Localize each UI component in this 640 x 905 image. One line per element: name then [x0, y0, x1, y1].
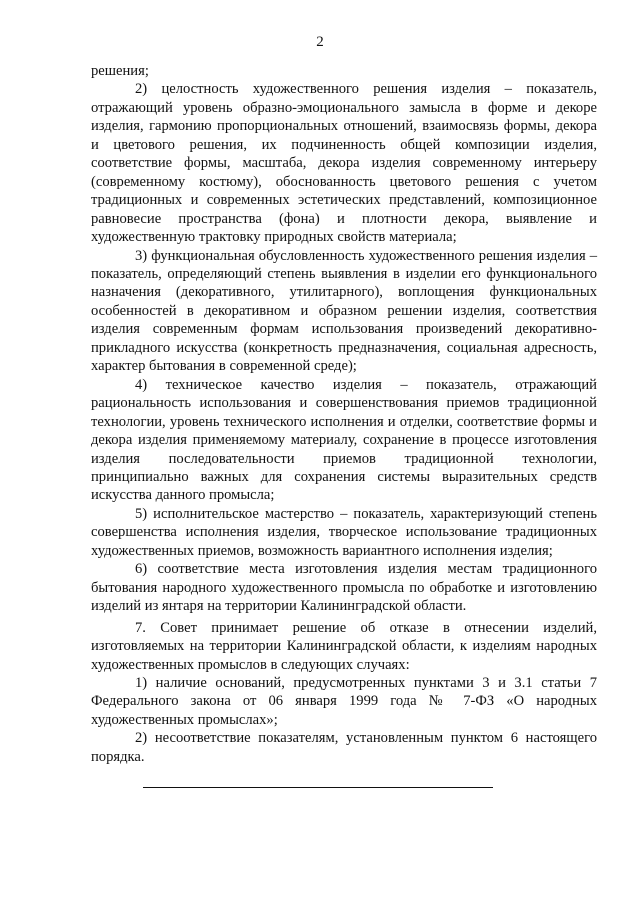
- paragraph-item-3-functional: 3) функциональная обусловленность художественного решения изделия – показатель, определяющий степень выявления в изделии его функционального назначения (декоративного, утилитарного), воплощения функциональных особенностей в декоративном и образном решении изделия, соответствия изделия современным формам использования произведений декоративно-прикладного искусства (конкретность предназначения, социальная адресность, характер бытования в современной среде);: [91, 247, 597, 375]
- paragraph-item-5-mastery: 5) исполнительское мастерство – показатель, характеризующий степень совершенства исполнения изделия, творческое использование традиционных художественных приемов, возможность вариантного исполнения изделия;: [91, 505, 597, 559]
- paragraph-item-2-integrity: 2) целостность художественного решения изделия – показатель, отражающий уровень образно-эмоционального замысла в форме и декоре изделия, гармонию пропорциональных отношений, взаимосвязь формы, декора и цветового решения, их подчиненность общей композиции изделия, соответствие формы, масштаба, декора изделия современному интерьеру (современному костюму), обоснованность цветового решения с учетом традиционных и современных эстетических представлений, композиционное равновесие пространства (фона) и плотности декора, выявление и художественную трактовку природных свойств материала;: [91, 81, 597, 246]
- paragraph-clause-7-item-1: 1) наличие оснований, предусмотренных пунктами 3 и 3.1 статьи 7 Федерального закона от 06 января 1999 года № 7-ФЗ «О народных художественных промыслах»;: [91, 674, 597, 728]
- page-number: 2: [316, 34, 324, 50]
- document-body: [91, 62, 597, 766]
- paragraph-clause-7-item-2: 2) несоответствие показателям, установленным пунктом 6 настоящего порядка.: [91, 730, 597, 765]
- paragraph-item-4-technical: 4) техническое качество изделия – показатель, отражающий рациональность использования и совершенствования приемов традиционной технологии, уровень технического исполнения и отделки, соответствие формы и декора изделия применяемому материалу, сохранение в процессе изготовления изделия последовательности приемов традиционной технологии, принципиально важных для сохранения системы выразительных средств искусства данного промысла;: [91, 376, 597, 504]
- paragraph-continuation: решения;: [91, 63, 149, 79]
- end-of-document-rule: [143, 787, 493, 788]
- paragraph-item-6-place: 6) соответствие места изготовления изделия местам традиционного бытования народного художественного промысла по обработке и изготовлению изделий из янтаря на территории Калининградской области.: [91, 561, 597, 615]
- paragraph-clause-7: 7. Совет принимает решение об отказе в отнесении изделий, изготовляемых на территории Калининградской области, к изделиям народных художественных промыслов в следующих случаях:: [91, 619, 597, 673]
